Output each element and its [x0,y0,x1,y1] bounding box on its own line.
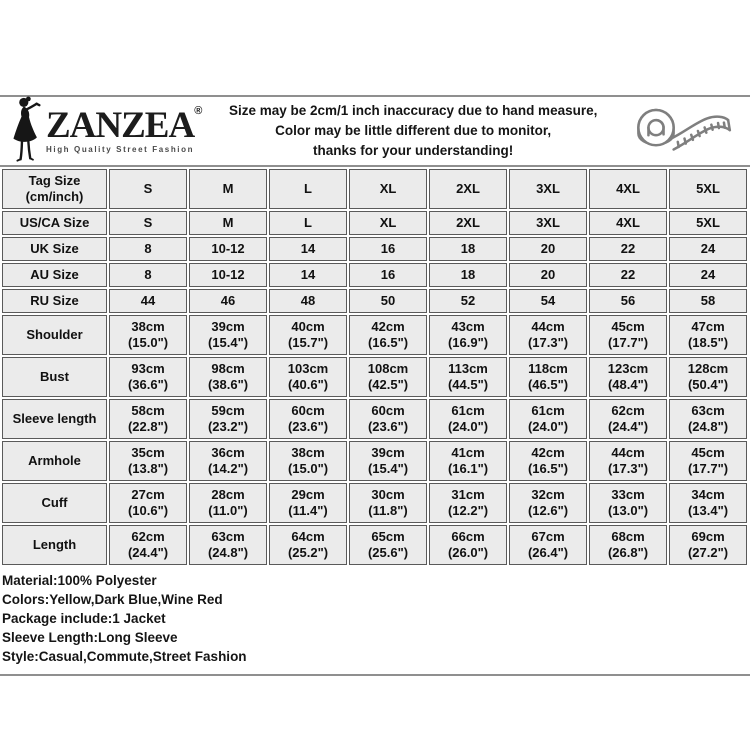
size-cell: 24 [669,237,747,261]
row-label-cell: Tag Size (cm/inch) [2,169,107,209]
table-row [2,525,747,565]
size-cell: 27cm (10.6") [109,483,187,523]
size-chart-table [0,167,749,567]
size-cell: XL [349,211,427,235]
brand-text-block [46,105,203,154]
size-cell: 113cm (44.5") [429,357,507,397]
size-cell: 38cm (15.0") [109,315,187,355]
size-cell: 123cm (48.4") [589,357,667,397]
woman-silhouette-icon [10,96,44,167]
size-cell: 24 [669,263,747,287]
size-cell: 3XL [509,169,587,209]
size-cell: 59cm (23.2") [189,399,267,439]
size-cell: 39cm (15.4") [189,315,267,355]
top-margin [0,0,750,95]
table-row [2,211,747,235]
size-cell: 52 [429,289,507,313]
notice-line: Color may be little different due to monitor, [275,123,552,138]
brand-tagline: High Quality Street Fashion [46,144,195,154]
table-row [2,399,747,439]
size-cell: 108cm (42.5") [349,357,427,397]
size-cell: 18 [429,237,507,261]
size-cell: 48 [269,289,347,313]
table-row [2,357,747,397]
size-cell: 29cm (11.4") [269,483,347,523]
size-cell: 63cm (24.8") [669,399,747,439]
header-band [0,97,750,167]
table-row [2,169,747,209]
size-cell: 128cm (50.4") [669,357,747,397]
size-cell: 20 [509,237,587,261]
size-cell: 67cm (26.4") [509,525,587,565]
size-cell: L [269,169,347,209]
size-cell: 118cm (46.5") [509,357,587,397]
size-cell: 46 [189,289,267,313]
size-cell: 45cm (17.7") [669,441,747,481]
bottom-rule [0,674,750,676]
size-cell: 14 [269,263,347,287]
size-cell: 22 [589,237,667,261]
size-cell: 36cm (14.2") [189,441,267,481]
size-cell: 39cm (15.4") [349,441,427,481]
size-table-body [2,169,747,565]
size-cell: 10-12 [189,237,267,261]
size-cell: 32cm (12.6") [509,483,587,523]
size-cell: 14 [269,237,347,261]
size-cell: 64cm (25.2") [269,525,347,565]
size-cell: 8 [109,263,187,287]
notice-line: Size may be 2cm/1 inch inaccuracy due to hand measure, [228,103,598,118]
size-cell: 5XL [669,211,747,235]
size-cell: 69cm (27.2") [669,525,747,565]
size-cell: 61cm (24.0") [509,399,587,439]
size-cell: 35cm (13.8") [109,441,187,481]
size-cell: 10-12 [189,263,267,287]
size-cell: 61cm (24.0") [429,399,507,439]
row-label-cell: UK Size [2,237,107,261]
tape-measure-icon [624,100,740,162]
size-cell: 3XL [509,211,587,235]
row-label-cell: Bust [2,357,107,397]
product-details [0,567,750,674]
row-label-cell: Length [2,525,107,565]
size-cell: 44 [109,289,187,313]
size-cell: 4XL [589,169,667,209]
size-cell: 103cm (40.6") [269,357,347,397]
size-cell: 93cm (36.6") [109,357,187,397]
registered-mark: ® [194,105,203,118]
size-cell: 65cm (25.6") [349,525,427,565]
measure-notice [202,101,624,161]
size-cell: 28cm (11.0") [189,483,267,523]
size-cell: M [189,169,267,209]
size-cell: 66cm (26.0") [429,525,507,565]
size-cell: S [109,211,187,235]
table-row [2,483,747,523]
row-label-cell: Armhole [2,441,107,481]
table-row [2,315,747,355]
row-label-cell: Cuff [2,483,107,523]
size-cell: 60cm (23.6") [269,399,347,439]
detail-sleeve-length: Sleeve Length:Long Sleeve [2,630,178,645]
size-cell: 30cm (11.8") [349,483,427,523]
size-cell: 16 [349,237,427,261]
row-label-cell: US/CA Size [2,211,107,235]
detail-style: Style:Casual,Commute,Street Fashion [2,649,247,664]
size-cell: 5XL [669,169,747,209]
table-row [2,263,747,287]
size-cell: 8 [109,237,187,261]
size-cell: 44cm (17.3") [509,315,587,355]
size-cell: M [189,211,267,235]
detail-material: Material:100% Polyester [2,573,157,588]
size-cell: 42cm (16.5") [509,441,587,481]
size-cell: 58cm (22.8") [109,399,187,439]
size-cell: XL [349,169,427,209]
row-label-cell: Sleeve length [2,399,107,439]
row-label-cell: RU Size [2,289,107,313]
size-cell: 47cm (18.5") [669,315,747,355]
size-cell: 2XL [429,211,507,235]
detail-colors: Colors:Yellow,Dark Blue,Wine Red [2,592,223,607]
size-cell: 18 [429,263,507,287]
size-cell: 56 [589,289,667,313]
row-label-cell: AU Size [2,263,107,287]
notice-line: thanks for your understanding! [313,143,514,158]
size-cell: 44cm (17.3") [589,441,667,481]
size-cell: 22 [589,263,667,287]
size-cell: 50 [349,289,427,313]
size-cell: 62cm (24.4") [589,399,667,439]
size-cell: 45cm (17.7") [589,315,667,355]
size-cell: L [269,211,347,235]
size-cell: 20 [509,263,587,287]
row-label-cell: Shoulder [2,315,107,355]
size-cell: 98cm (38.6") [189,357,267,397]
size-cell: 41cm (16.1") [429,441,507,481]
brand-name: ZANZEA [46,105,195,147]
table-row [2,441,747,481]
size-cell: 43cm (16.9") [429,315,507,355]
size-cell: 63cm (24.8") [189,525,267,565]
size-cell: 16 [349,263,427,287]
size-cell: 2XL [429,169,507,209]
size-cell: 34cm (13.4") [669,483,747,523]
size-cell: 68cm (26.8") [589,525,667,565]
brand-logo [10,96,202,167]
table-row [2,237,747,261]
size-cell: 40cm (15.7") [269,315,347,355]
size-cell: 58 [669,289,747,313]
size-cell: 60cm (23.6") [349,399,427,439]
table-row [2,289,747,313]
detail-package: Package include:1 Jacket [2,611,166,626]
size-cell: 31cm (12.2") [429,483,507,523]
size-cell: 54 [509,289,587,313]
size-cell: 38cm (15.0") [269,441,347,481]
size-cell: 33cm (13.0") [589,483,667,523]
size-cell: 4XL [589,211,667,235]
size-cell: S [109,169,187,209]
size-cell: 42cm (16.5") [349,315,427,355]
size-cell: 62cm (24.4") [109,525,187,565]
